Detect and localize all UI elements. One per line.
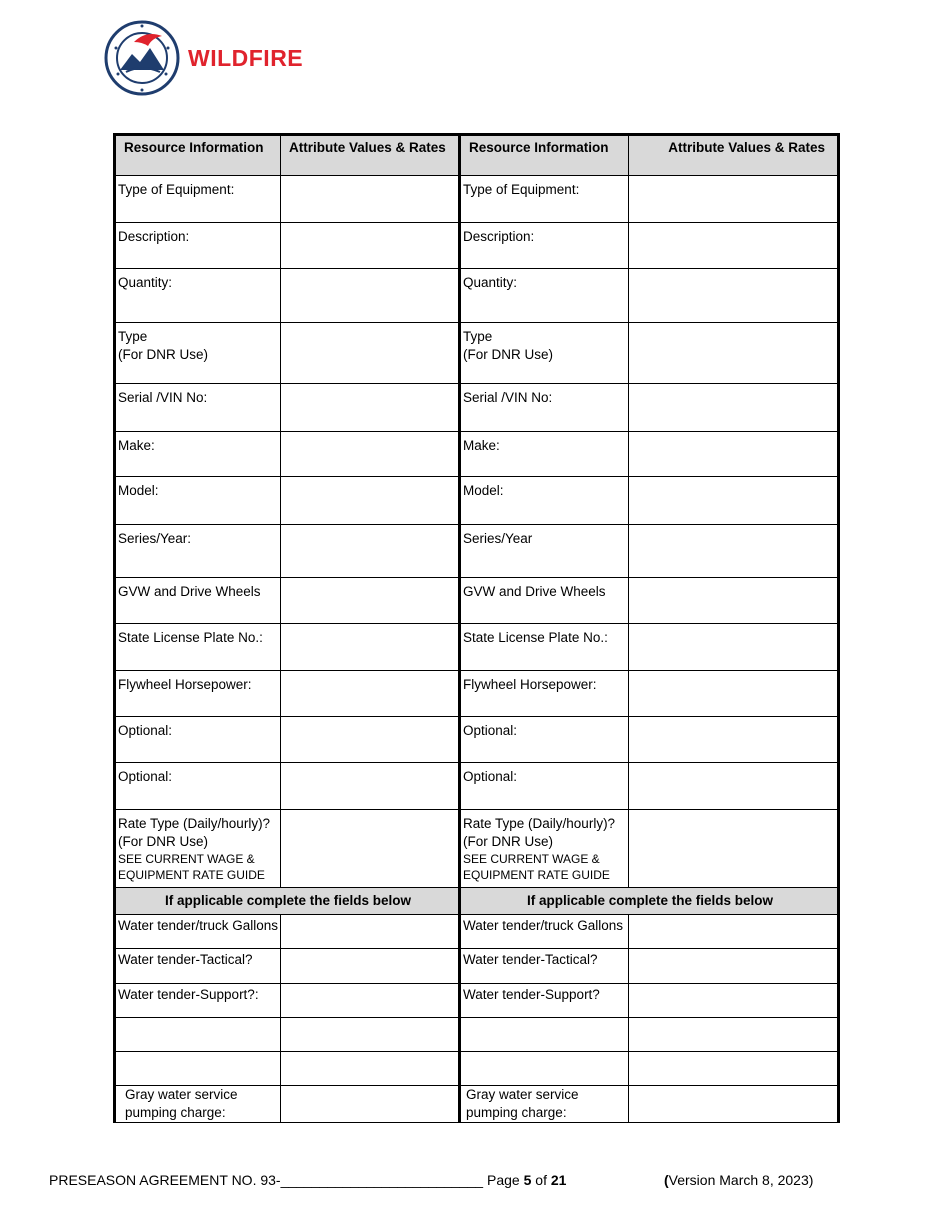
value-input-right[interactable] — [629, 578, 839, 624]
value-input-left[interactable] — [281, 915, 460, 949]
label-right: Water tender/truck Gallons — [463, 918, 624, 933]
value-input-left[interactable] — [281, 477, 460, 525]
value-input-right[interactable] — [629, 717, 839, 763]
label-left: Type — [118, 329, 148, 344]
value-input-left[interactable] — [281, 578, 460, 624]
row-gray-water — [115, 1086, 839, 1123]
label-left: Type of Equipment: — [118, 182, 235, 197]
label-left: Rate Type (Daily/hourly)? — [118, 816, 271, 831]
rate-note-right: (For DNR Use) — [463, 834, 553, 849]
label-left: Serial /VIN No: — [118, 390, 208, 405]
value-input-left[interactable] — [281, 176, 460, 223]
row-gvw-drive-wheels — [115, 578, 839, 624]
label-left: Optional: — [118, 769, 173, 784]
value-input-right[interactable] — [629, 915, 839, 949]
row-water-tactical — [115, 949, 839, 984]
value-input-left[interactable] — [281, 384, 460, 432]
version-date: Version March 8, 2023) — [668, 1172, 814, 1188]
label-left: Flywheel Horsepower: — [118, 677, 252, 692]
label-right: Type of Equipment: — [463, 182, 580, 197]
row-quantity — [115, 269, 839, 323]
page-total: 21 — [550, 1172, 567, 1188]
applicable-header-right: If applicable complete the fields below — [460, 888, 839, 915]
dnr-seal-icon — [104, 20, 180, 96]
value-input-left[interactable] — [281, 223, 460, 269]
row-optional-2 — [115, 763, 839, 810]
label-input-right[interactable] — [460, 1018, 629, 1052]
label-left: Optional: — [118, 723, 173, 738]
value-input-left[interactable] — [281, 1086, 460, 1123]
label-input-left[interactable] — [115, 1052, 281, 1086]
gray-label-left-2: pumping charge: — [125, 1105, 226, 1120]
rate-guide-left-2: EQUIPMENT RATE GUIDE — [118, 868, 265, 882]
row-description — [115, 223, 839, 269]
label-left: Water tender-Support?: — [118, 987, 259, 1002]
label-input-right[interactable] — [460, 1052, 629, 1086]
header-attribute-values-right: Attribute Values & Rates — [629, 135, 839, 176]
of-label: of — [535, 1172, 547, 1188]
wildfire-wordmark: WILDFIRE — [188, 44, 304, 71]
value-input-left[interactable] — [281, 763, 460, 810]
header-row — [115, 135, 839, 176]
label-right: Model: — [463, 483, 504, 498]
value-input-right[interactable] — [629, 384, 839, 432]
label-right: Quantity: — [463, 275, 518, 290]
label-right: Optional: — [463, 723, 518, 738]
value-input-right[interactable] — [629, 763, 839, 810]
value-input-left[interactable] — [281, 717, 460, 763]
label-right: GVW and Drive Wheels — [463, 584, 606, 599]
gray-label-right-2: pumping charge: — [466, 1105, 567, 1120]
rate-guide-right-2: EQUIPMENT RATE GUIDE — [463, 868, 610, 882]
gray-label-right-1: Gray water service — [466, 1087, 579, 1102]
version-text — [664, 1172, 813, 1188]
row-water-gallons — [115, 915, 839, 949]
row-type — [115, 323, 839, 384]
label-right: Type — [463, 329, 493, 344]
label-right: Make: — [463, 438, 500, 453]
value-input-right[interactable] — [629, 671, 839, 717]
value-input-right[interactable] — [629, 1086, 839, 1123]
value-input-right[interactable] — [629, 323, 839, 384]
row-flywheel-horsepower — [115, 671, 839, 717]
label-right: Description: — [463, 229, 535, 244]
label-left: State License Plate No.: — [118, 630, 263, 645]
label-left: Description: — [118, 229, 190, 244]
row-type-of-equipment — [115, 176, 839, 223]
value-input-right[interactable] — [629, 223, 839, 269]
header-attribute-values-left: Attribute Values & Rates — [281, 135, 460, 176]
label-left: Model: — [118, 483, 159, 498]
value-input-left[interactable] — [281, 432, 460, 477]
label-right: Series/Year — [463, 531, 533, 546]
note-right: (For DNR Use) — [463, 347, 553, 362]
value-input-left[interactable] — [281, 671, 460, 717]
value-input-left[interactable] — [281, 269, 460, 323]
label-left: Make: — [118, 438, 155, 453]
header-resource-info-right: Resource Information — [460, 135, 629, 176]
row-serial-vin — [115, 384, 839, 432]
row-model — [115, 477, 839, 525]
label-input-left[interactable] — [115, 1018, 281, 1052]
value-input-left[interactable] — [281, 984, 460, 1018]
value-input-right[interactable] — [629, 432, 839, 477]
equipment-form-table — [113, 133, 840, 1123]
value-input-right[interactable] — [629, 949, 839, 984]
label-left: Series/Year: — [118, 531, 192, 546]
row-blank-1 — [115, 1018, 839, 1052]
page-indicator — [487, 1172, 566, 1188]
row-blank-2 — [115, 1052, 839, 1086]
note-left: (For DNR Use) — [118, 347, 208, 362]
value-input-right[interactable] — [629, 477, 839, 525]
wildfire-logo — [104, 20, 303, 96]
label-left: Water tender-Tactical? — [118, 952, 253, 967]
rate-guide-left-1: SEE CURRENT WAGE & — [118, 852, 255, 866]
label-left: Quantity: — [118, 275, 173, 290]
version-paren: ( — [664, 1172, 669, 1188]
value-input-right[interactable] — [629, 525, 839, 578]
label-left: GVW and Drive Wheels — [118, 584, 261, 599]
row-optional-1 — [115, 717, 839, 763]
label-right: Rate Type (Daily/hourly)? — [463, 816, 616, 831]
rate-note-left: (For DNR Use) — [118, 834, 208, 849]
value-input-left[interactable] — [281, 1052, 460, 1086]
applicable-header-left: If applicable complete the fields below — [115, 888, 460, 915]
label-right: Water tender-Support? — [463, 987, 600, 1002]
value-input-left[interactable] — [281, 323, 460, 384]
rate-guide-right-1: SEE CURRENT WAGE & — [463, 852, 600, 866]
label-right: Optional: — [463, 769, 518, 784]
value-input-left[interactable] — [281, 810, 460, 888]
value-input-right[interactable] — [629, 624, 839, 671]
page-number: 5 — [523, 1172, 532, 1188]
header-resource-info-left: Resource Information — [115, 135, 281, 176]
value-input-right[interactable] — [629, 269, 839, 323]
value-input-right[interactable] — [629, 984, 839, 1018]
value-input-left[interactable] — [281, 1018, 460, 1052]
gray-label-left-1: Gray water service — [125, 1087, 238, 1102]
value-input-right[interactable] — [629, 1052, 839, 1086]
page-label: Page — [487, 1172, 520, 1188]
value-input-left[interactable] — [281, 949, 460, 984]
row-water-support — [115, 984, 839, 1018]
label-right: Serial /VIN No: — [463, 390, 553, 405]
row-make — [115, 432, 839, 477]
value-input-left[interactable] — [281, 624, 460, 671]
label-left: Water tender/truck Gallons — [118, 918, 279, 933]
applicable-header-row — [115, 888, 839, 915]
value-input-right[interactable] — [629, 176, 839, 223]
label-right: Water tender-Tactical? — [463, 952, 598, 967]
row-series-year — [115, 525, 839, 578]
value-input-right[interactable] — [629, 810, 839, 888]
row-license-plate — [115, 624, 839, 671]
value-input-right[interactable] — [629, 1018, 839, 1052]
row-rate-type — [115, 810, 839, 888]
label-right: State License Plate No.: — [463, 630, 608, 645]
agreement-number: PRESEASON AGREEMENT NO. 93-__________________________ — [49, 1172, 484, 1188]
value-input-left[interactable] — [281, 525, 460, 578]
label-right: Flywheel Horsepower: — [463, 677, 597, 692]
